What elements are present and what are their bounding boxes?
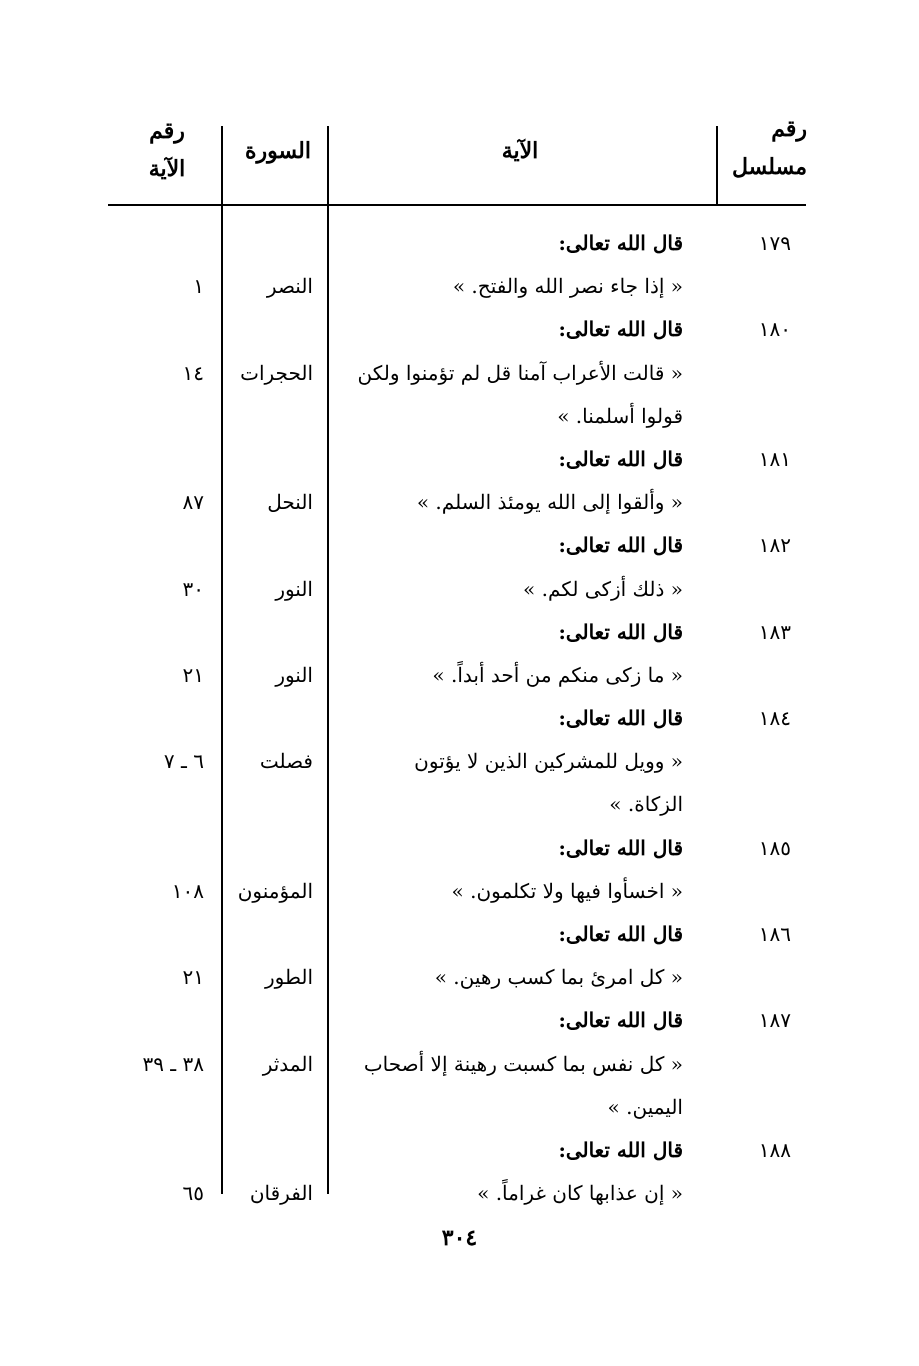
serial-number: ١٨٦ [758,922,791,946]
table-row [0,913,919,956]
table-row [0,352,919,395]
aya-text: قال الله تعالى: [558,317,683,342]
aya-text: قال الله تعالى: [558,619,683,644]
aya-number: ٢١ [182,662,204,687]
table-row [0,481,919,524]
table-row [0,308,919,351]
aya-text: الزكاة. » [609,792,683,817]
sura-name: المؤمنون [237,878,313,903]
aya-text: قال الله تعالى: [558,835,683,860]
aya-text: قال الله تعالى: [558,231,683,255]
header-sura: السورة [245,138,311,164]
serial-number: ١٨٢ [758,533,791,558]
aya-number: ١٤ [182,360,204,385]
serial-number: ١٨٧ [758,1008,791,1033]
table-row [0,1129,919,1172]
sura-name: النور [275,576,313,601]
table-row [0,956,919,999]
serial-number: ١٨١ [758,446,791,471]
header-aya-number: رقم الآية [148,118,186,182]
aya-text: قال الله تعالى: [558,446,683,471]
aya-number: ١ [193,274,204,299]
sura-name: الحجرات [240,360,313,385]
table-row [0,783,919,826]
table-row [0,395,919,438]
sura-name: النصر [266,274,313,299]
table-row [0,870,919,913]
table-row [0,611,919,654]
header-serial: رقم مسلسل [732,116,807,180]
table-row [0,568,919,611]
sura-name: الطور [264,965,313,990]
aya-text: « إن عذابها كان غراماً. » [477,1181,683,1206]
column-divider-serial [716,126,718,204]
aya-text: « وألقوا إلى الله يومئذ السلم. » [416,490,683,515]
aya-text: قال الله تعالى: [558,1008,683,1033]
sura-name: النور [275,662,313,687]
table-row [0,524,919,567]
table-row [0,654,919,697]
aya-text: قولوا أسلمنا. » [557,403,683,428]
serial-number: ١٨٣ [758,619,791,644]
serial-number: ١٨٤ [758,706,791,731]
aya-text: « ما زكى منكم من أحد أبداً. » [432,662,683,687]
aya-number: ٣٠ [182,576,204,601]
aya-text: « اخسأوا فيها ولا تكلمون. » [451,878,683,903]
aya-text: « كل نفس بما كسبت رهينة إلا أصحاب [363,1051,683,1076]
serial-number: ١٨٨ [758,1137,791,1162]
aya-number: ٦ ـ ٧ [163,749,204,774]
sura-name: المدثر [262,1051,313,1076]
sura-name: النحل [267,490,313,515]
header-rule [108,204,806,206]
aya-text: « ذلك أزكى لكم. » [523,576,683,601]
aya-number: ٢١ [182,965,204,990]
table-row [0,827,919,870]
table-row [0,222,919,265]
table-row [0,1086,919,1129]
aya-text: « قالت الأعراب آمنا قل لم تؤمنوا ولكن [357,360,683,385]
table-body [0,222,919,1215]
sura-name: الفرقان [249,1181,313,1206]
aya-text: « كل امرئ بما كسب رهين. » [434,965,683,990]
serial-number: ١٨٥ [758,835,791,860]
aya-text: قال الله تعالى: [558,1137,683,1162]
table-row [0,740,919,783]
aya-text: اليمين. » [607,1094,683,1119]
aya-text: قال الله تعالى: [558,706,683,731]
aya-number: ٨٧ [182,490,204,515]
sura-name: فصلت [259,749,313,774]
page-number: ٣٠٤ [441,1225,478,1251]
aya-number: ٣٨ ـ ٣٩ [142,1051,204,1076]
aya-text: قال الله تعالى: [558,533,683,558]
table-row [0,697,919,740]
aya-number: ٦٥ [182,1181,204,1206]
serial-number: ١٧٩ [758,231,791,255]
table-row [0,1172,919,1215]
table-row [0,265,919,308]
aya-number: ١٠٨ [171,878,204,903]
table-row [0,1043,919,1086]
table-row [0,438,919,481]
header-aya: الآية [501,138,539,164]
aya-text: « إذا جاء نصر الله والفتح. » [452,274,683,299]
table-row [0,999,919,1042]
serial-number: ١٨٠ [758,317,791,342]
aya-text: « وويل للمشركين الذين لا يؤتون [414,749,683,774]
aya-text: قال الله تعالى: [558,922,683,946]
